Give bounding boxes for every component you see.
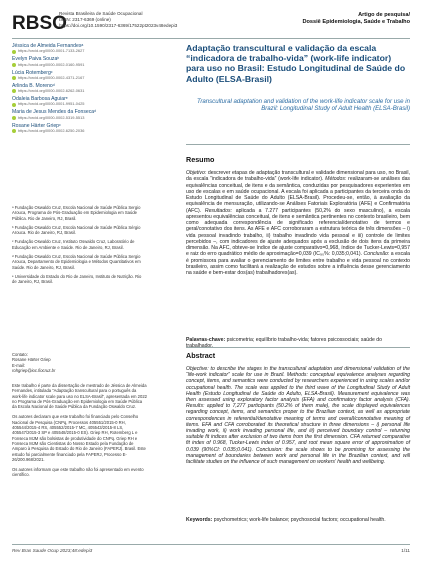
author-orcid-link[interactable] — [12, 89, 147, 94]
journal-name: Revista Brasileira de Saúde Ocupacional — [59, 11, 143, 16]
author-orcid-link[interactable] — [12, 116, 147, 121]
author-entry — [12, 43, 147, 54]
resumo-methods-text: realizaram-se análises das equivalências conceitual, de itens e da semântica, conduzidas por pesquisadores experientes em uso de escalas e em saúde ocupacional. A escala foi aplicada a participantes da terceira onda do Estudo Longitudinal de Saúde do Adulto (ELSA-Brasil). Procedeu-se, então, à avaliação da equivalência de mensuração, utilizando-se Análises Fatoriais Exploratória (AFE) e Confirmatória (AFC). — [186, 176, 411, 214]
abstract-text — [186, 366, 410, 465]
orcid-url: https://orcid.org/0000-0002-5319-5513 — [18, 114, 85, 120]
abstract-objective-text: to describe the stages in the transcultural adaptation and dimensional validation of the “life-work indicator” scale for use in Brazil. — [186, 366, 410, 379]
orcid-icon — [12, 116, 16, 120]
resumo-text — [186, 170, 410, 276]
author-entry — [12, 109, 147, 120]
resumo-conclusion-text: a escala é promissora para avaliar o gerenciamento de limites entre trabalho e vida pessoal no contexto brasileiro, assim como facilitará a realização de estudos sobre a influência desse gerenciamento na saúde e bem-estar dos(as) trabalhadores(as). — [186, 251, 411, 276]
contact-block — [12, 352, 147, 373]
author-entry — [12, 70, 147, 81]
keywords — [186, 517, 410, 523]
author-entry — [12, 56, 147, 67]
resumo-results-label: Resultados: — [201, 207, 232, 214]
orcid-icon — [12, 129, 16, 133]
affiliation-item: ᵉ Universidade do Estado do Rio de Janeiro, Instituto de Nutrição. Rio de Janeiro, RJ, Brasil. — [12, 273, 142, 285]
abstract-conclusion-label: Conclusion: — [253, 446, 283, 453]
orcid-icon — [12, 50, 16, 54]
footer-citation: Rev Bras Saude Ocup 2023;48:edepi3 — [12, 548, 93, 553]
orcid-url: https://orcid.org/0000-0001-7133-2627 — [18, 48, 85, 54]
abstract-heading: Abstract — [186, 351, 216, 360]
article-title-en: Transcultural adaptation and validation of the work-life indicator scale for use in Brazil: Longitudinal Study of Adult Health (ELSA-Brasil) — [197, 98, 410, 113]
resumo-objective-text: descrever etapas de adaptação transcultural e validade dimensional para uso, no Brasil, da escala “indicadora de trabalho-vida” (work-life indicator). — [186, 170, 410, 183]
orcid-icon — [12, 63, 16, 67]
author-orcid-link[interactable] — [12, 102, 147, 107]
palavras-chave-label: Palavras-chave: — [186, 337, 226, 343]
footer-divider — [12, 544, 410, 545]
funding-notes — [12, 383, 147, 483]
abstract-results-text: applied to 7,277 participants (50.2% of them male), the scale displayed equivalences regarding concept, items, and semantics proper to the Brazilian context, as well as appropriate correspondences in referential/denotative meaning of terms and overall/connotative meaning of items. EFA and CFA corroborated its theoretical structure in three dimensions – i) personal life invading work, ii) work invading personal life, and iii) perceived boundary control – returning suitable fit indices after exclusion of two items from the first dimension. CFA returned comparative fit index of 0.968, Tucker-Lewis index of 0.957, and root mean square error of approximation of 0.039 (90%CI: 0.035;0.041). — [186, 403, 410, 453]
article-doi-link[interactable]: https://doi.org/10.1590/2317-6369/17522pt2023v48edepi3 — [59, 23, 178, 28]
author-list — [12, 43, 147, 136]
orcid-icon — [12, 103, 16, 107]
orcid-url: https://orcid.org/0000-0002-0160-9591 — [18, 61, 85, 67]
contact-email-label: E-mail: — [12, 362, 26, 368]
header-divider — [12, 38, 410, 39]
article-title-pt: Adaptação transcultural e validação da escala “indicadora de trabalho-vida” (work-life indicator) para uso no Brasil: Estudo Longitudinal de Saúde do Adulto (ELSA-Brasil) — [186, 43, 406, 84]
author-entry — [12, 123, 147, 134]
note-item: Os autores informam que este trabalho não foi apresentado em evento científico. — [12, 467, 144, 478]
section-type: Artigo de pesquisa/ — [358, 12, 410, 18]
orcid-url: https://orcid.org/0000-0002-6250-2036 — [18, 127, 85, 133]
abstract-results-label: Results: — [186, 403, 205, 410]
abstract-divider — [186, 347, 410, 348]
page-number: 1/11 — [401, 548, 410, 553]
author-name: Maria de Jesus Mendes da Fonsecaᵈ — [12, 109, 97, 116]
article-section — [302, 12, 410, 26]
abstract-objective-label: Objective: — [186, 366, 209, 372]
contact-label: Contato: — [12, 352, 28, 357]
orcid-url: https://orcid.org/0000-0002-4371-2167 — [18, 74, 85, 80]
note-item: Este trabalho é parte da dissertação de mestrado de Jéssica de Almeida Fernandes, intitulada “Adaptação transcultural para o português da work-life indicator scale para uso no ELSA-Brasil”, apresentada em 2022 no Programa de Pós-Graduação em Epidemiologia em Saúde Pública da Escola Nacional de Saúde Pública da Fundação Oswaldo Cruz. — [12, 383, 147, 410]
abstract-methods-text: conceptual equivalence analyses regarding concept, items, and semantics were conducted by researchers experienced in using scales and/or occupational health. The scale was applied to the third wave of the Longitudinal Study of Adult Health (Estudo Longitudinal de Saúde do Adulto, ELSA-Brasil). Measurement equivalence was then assessed using exploratory factor analysis (EFA) and confirmatory factor analysis (CFA). — [186, 372, 410, 404]
section-name: Dossiê Epidemiologia, Saúde e Trabalho — [302, 19, 410, 25]
page-header — [12, 8, 410, 40]
author-name: Evelyn Paiva Souzaᵇ — [12, 56, 60, 63]
author-entry — [12, 96, 147, 107]
note-item: Os autores declaram que este trabalho foi financiado pelo Conselho Nacional de Pesquisa (CNPq, Processos 405551/2015-0 RH, 405544/2015-4 RS, 405552/2015-7 MC, 405543/2015-8 LS, 405547/2015-3 SP e 405548/2015-0 ES). Griep RH, Rotemberg L e Fonseca MJM são bolsistas de produtividade do CNPq. Griep RH e Fonseca MJM são Cientistas do Nosso Estado pela Fundação de Amparo à Pesquisa do Estado do Rio de Janeiro (FAPERJ). Brasil. Este estudo foi parcialmente financiado pela FAPERJ, Processo E-26/200.968/2021. — [12, 414, 146, 462]
author-name: Lúcia Rotembergᶜ — [12, 69, 53, 76]
resumo-heading: Resumo — [186, 155, 215, 164]
journal-logo — [12, 10, 67, 34]
author-orcid-link[interactable] — [12, 63, 147, 68]
affiliation-item: ᵃ Fundação Oswaldo Cruz, Escola Nacional de Saúde Pública Sergio Arouca, Programa de Pós-Graduação em Epidemiologia em Saúde Pública. Rio de Janeiro, RJ, Brasil. — [12, 205, 141, 221]
abstract-methods-label: Methods: — [284, 372, 308, 379]
affiliation-list — [12, 205, 147, 289]
author-orcid-link[interactable] — [12, 129, 147, 134]
contact-name: Rosane Härter Griep — [12, 357, 51, 363]
author-name: Jéssica de Almeida Fernandesᵃ — [12, 43, 84, 49]
title-divider — [186, 144, 410, 145]
author-entry — [12, 83, 147, 94]
contact-email[interactable]: rohgriep@ioc.fiocruz.br — [12, 367, 56, 373]
affiliation-item: ᵈ Fundação Oswaldo Cruz, Escola Nacional de Saúde Pública Sergio Arouca, Departamento de Epidemiologia e Métodos Quantitativos em Saúde. Rio de Janeiro, RJ, Brasil. — [12, 254, 141, 270]
resumo-results-text: aplicada a 7.277 participantes (50,2% do sexo masculino), a escala apresentou equivalências conceitual, de itens e semântica pertinentes no contexto brasileiro, bem como adequada correspondência de significado referencial/denotativo de termos e geral/conotativo dos itens. As AFE e AFC corroboraram a estrutura teórica de três dimensões – i) vida pessoal invadindo trabalho, ii) trabalho invadindo vida pessoal e iii) controle de limites percebidos –, com indicadores de ajuste adequados após a exclusão de dois itens da primeira dimensão. Na AFC, obteve-se índice de ajuste comparativo=0,968, índice de Tucker-Lewis=0,957 e raiz do erro quadrático médio de aproximação=0,039 (IC₉₀%: 0,035;0,041). — [186, 207, 410, 258]
author-name: Arlinda B. Morenoᵈ — [12, 82, 55, 89]
journal-issn: ISSN: 2317-6369 (online) — [59, 17, 111, 22]
orcid-url: https://orcid.org/0000-0002-6262-0631 — [18, 88, 85, 94]
affiliation-item: ᵇ Fundação Oswaldo Cruz, Escola Nacional de Saúde Pública Sérgio Arouca. Rio de Janeiro, RJ, Brasil. — [12, 224, 141, 236]
abstract-conclusion-text: the scale shows to be promising for assessing the management of boundaries between work and personal life in the Brazilian context, and will facilitate studies on the influence of such management on workers’ health and wellbeing. — [186, 446, 411, 466]
journal-info — [59, 11, 177, 29]
logo-text: RBSO — [12, 13, 67, 34]
keywords-label: Keywords: — [186, 517, 213, 523]
affiliation-item: ᶜ Fundação Oswaldo Cruz, Instituto Oswaldo Cruz, Laboratório de Educação em Ambiente e Saúde. Rio de Janeiro, RJ, Brasil. — [12, 239, 135, 250]
resumo-objective-label: Objetivo: — [186, 170, 207, 176]
author-orcid-link[interactable] — [12, 49, 147, 54]
resumo-methods-label: Métodos: — [323, 176, 347, 183]
orcid-url: https://orcid.org/0000-0001-9951-0425 — [18, 101, 85, 107]
keywords-text: psychometrics; work-life balance; psychosocial factors; occupational health. — [212, 517, 386, 523]
orcid-icon — [12, 89, 16, 93]
author-name: Odaleia Barbosa Aguiarᵉ — [12, 96, 68, 103]
author-orcid-link[interactable] — [12, 76, 147, 81]
palavras-chave-text: psicometria; equilíbrio trabalho-vida; fatores psicossociais; saúde do trabalhador. — [186, 337, 383, 350]
resumo-conclusion-label: Conclusão: — [362, 251, 390, 258]
orcid-icon — [12, 76, 16, 80]
author-name: Rosane Härter Griepᶜ — [12, 122, 61, 129]
